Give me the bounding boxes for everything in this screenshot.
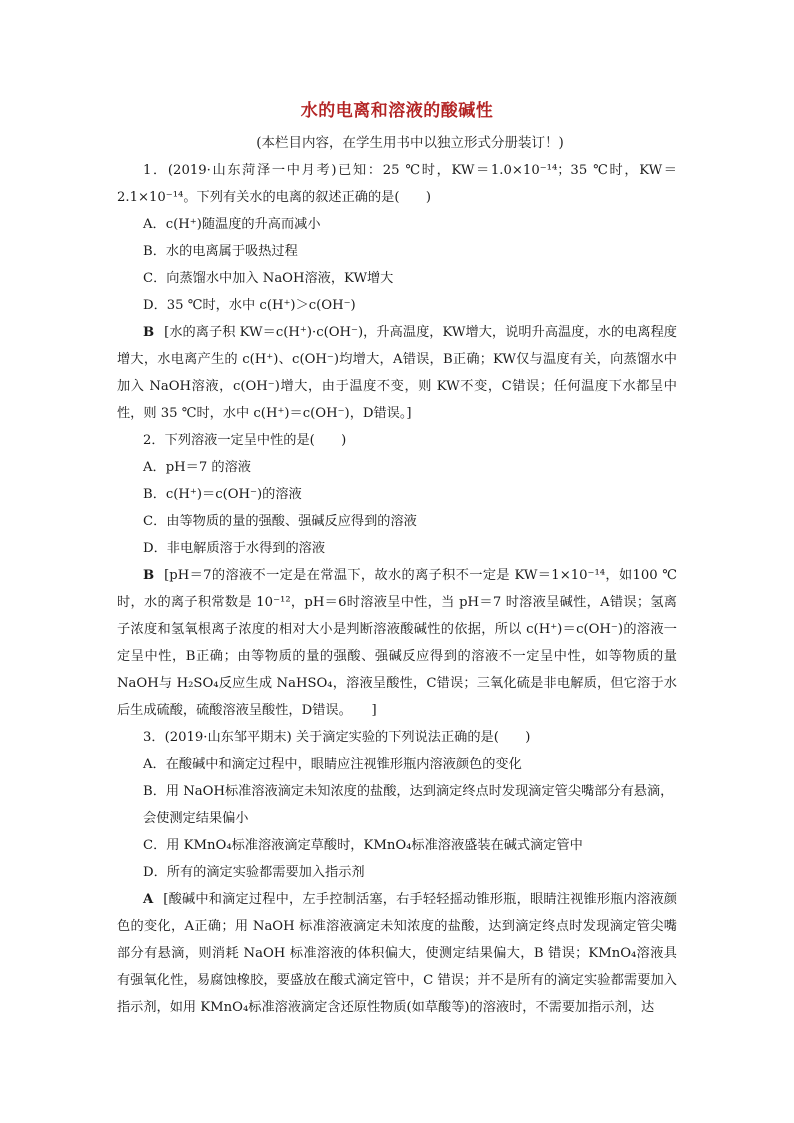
answer-letter: B — [143, 568, 155, 583]
page-subtitle: (本栏目内容，在学生用书中以独立形式分册装订！) — [256, 135, 564, 151]
option-b: B．c(H⁺)＝c(OH⁻)的溶液 — [143, 487, 302, 502]
answer-letter: B — [143, 325, 155, 340]
question-3 — [117, 724, 677, 1021]
option-a: A．c(H⁺)随温度的升高而减小 — [143, 217, 321, 232]
question-list — [117, 157, 677, 1021]
option-a: A．pH＝7 的溶液 — [143, 460, 251, 475]
option-d: D．非电解质溶于水得到的溶液 — [143, 541, 326, 556]
explanation-text: [水的离子积 KW＝c(H⁺)·c(OH⁻)，升高温度，KW增大，说明升高温度，水的电离程度增大，水电离产生的 c(H⁺)、c(OH⁻)均增大，A错误，B正确；KW仅与温度有关，向蒸馏水中加入 NaOH溶液，c(OH⁻)增大，由于温度不变，则 KW不变，C错误；任何温度下水都呈中性，则 35 ℃时，水中 c(H⁺)＝c(OH⁻)，D错误。] — [117, 325, 677, 421]
explanation-text: [酸碱中和滴定过程中，左手控制活塞，右手轻轻摇动锥形瓶，眼睛注视锥形瓶内溶液颜色的变化，A正确；用 NaOH 标准溶液滴定未知浓度的盐酸，达到滴定终点时发现滴定管尖嘴部分有悬滴，则消耗 NaOH 标准溶液的体积偏大，使测定结果偏大，B 错误；KMnO₄溶液具有强氧化性，易腐蚀橡胶，要盛放在酸式滴定管中，C 错误；并不是所有的滴定实验都需要加入指示剂，如用 KMnO₄标准溶液滴定含还原性物质(如草酸等)的溶液时，不需要加指示剂，达 — [117, 892, 677, 1015]
option-b: B．用 NaOH标准溶液滴定未知浓度的盐酸，达到滴定终点时发现滴定管尖嘴部分有悬滴，会使测定结果偏小 — [143, 784, 674, 826]
option-b: B．水的电离属于吸热过程 — [143, 244, 298, 259]
option-d: D．所有的滴定实验都需要加入指示剂 — [143, 865, 365, 880]
question-stem: 3．(2019·山东邹平期末) 关于滴定实验的下列说法正确的是( ) — [143, 730, 531, 745]
answer-explanation — [117, 319, 677, 427]
question-stem: 2．下列溶液一定呈中性的是( ) — [143, 433, 347, 448]
question-stem: 1．(2019·山东菏泽一中月考)已知：25 ℃时，KW＝1.0×10⁻¹⁴；35 ℃时，KW＝2.1×10⁻¹⁴。下列有关水的电离的叙述正确的是( ) — [117, 163, 677, 205]
page-title: 水的电离和溶液的酸碱性 — [300, 101, 494, 121]
answer-letter: A — [143, 892, 154, 907]
option-a: A．在酸碱中和滴定过程中，眼睛应注视锥形瓶内溶液颜色的变化 — [143, 757, 522, 772]
answer-explanation — [117, 886, 677, 1021]
option-c: C．用 KMnO₄标准溶液滴定草酸时，KMnO₄标准溶液盛装在碱式滴定管中 — [143, 838, 583, 853]
option-d: D．35 ℃时，水中 c(H⁺)＞c(OH⁻) — [143, 298, 356, 313]
option-c: C．由等物质的量的强酸、强碱反应得到的溶液 — [143, 514, 417, 529]
explanation-text: [pH＝7的溶液不一定是在常温下，故水的离子积不一定是 KW＝1×10⁻¹⁴，如100 ℃时，水的离子积常数是 10⁻¹²，pH＝6时溶液呈中性，当 pH＝7 时溶液呈碱性，A错误；氢离子浓度和氢氧根离子浓度的相对大小是判断溶液酸碱性的依据，所以 c(H⁺)＝c(OH⁻)的溶液一定呈中性，B正确；由等物质的量的强酸、强碱反应得到的溶液不一定呈中性，如等物质的量 NaOH与 H₂SO₄反应生成 NaHSO₄，溶液呈酸性，C错误；三氧化硫是非电解质，但它溶于水后生成硫酸，硫酸溶液呈酸性，D错误。 ] — [117, 568, 677, 718]
option-c: C．向蒸馏水中加入 NaOH溶液，KW增大 — [143, 271, 394, 286]
question-2 — [117, 427, 677, 724]
question-1 — [117, 157, 677, 427]
answer-explanation — [117, 562, 677, 724]
